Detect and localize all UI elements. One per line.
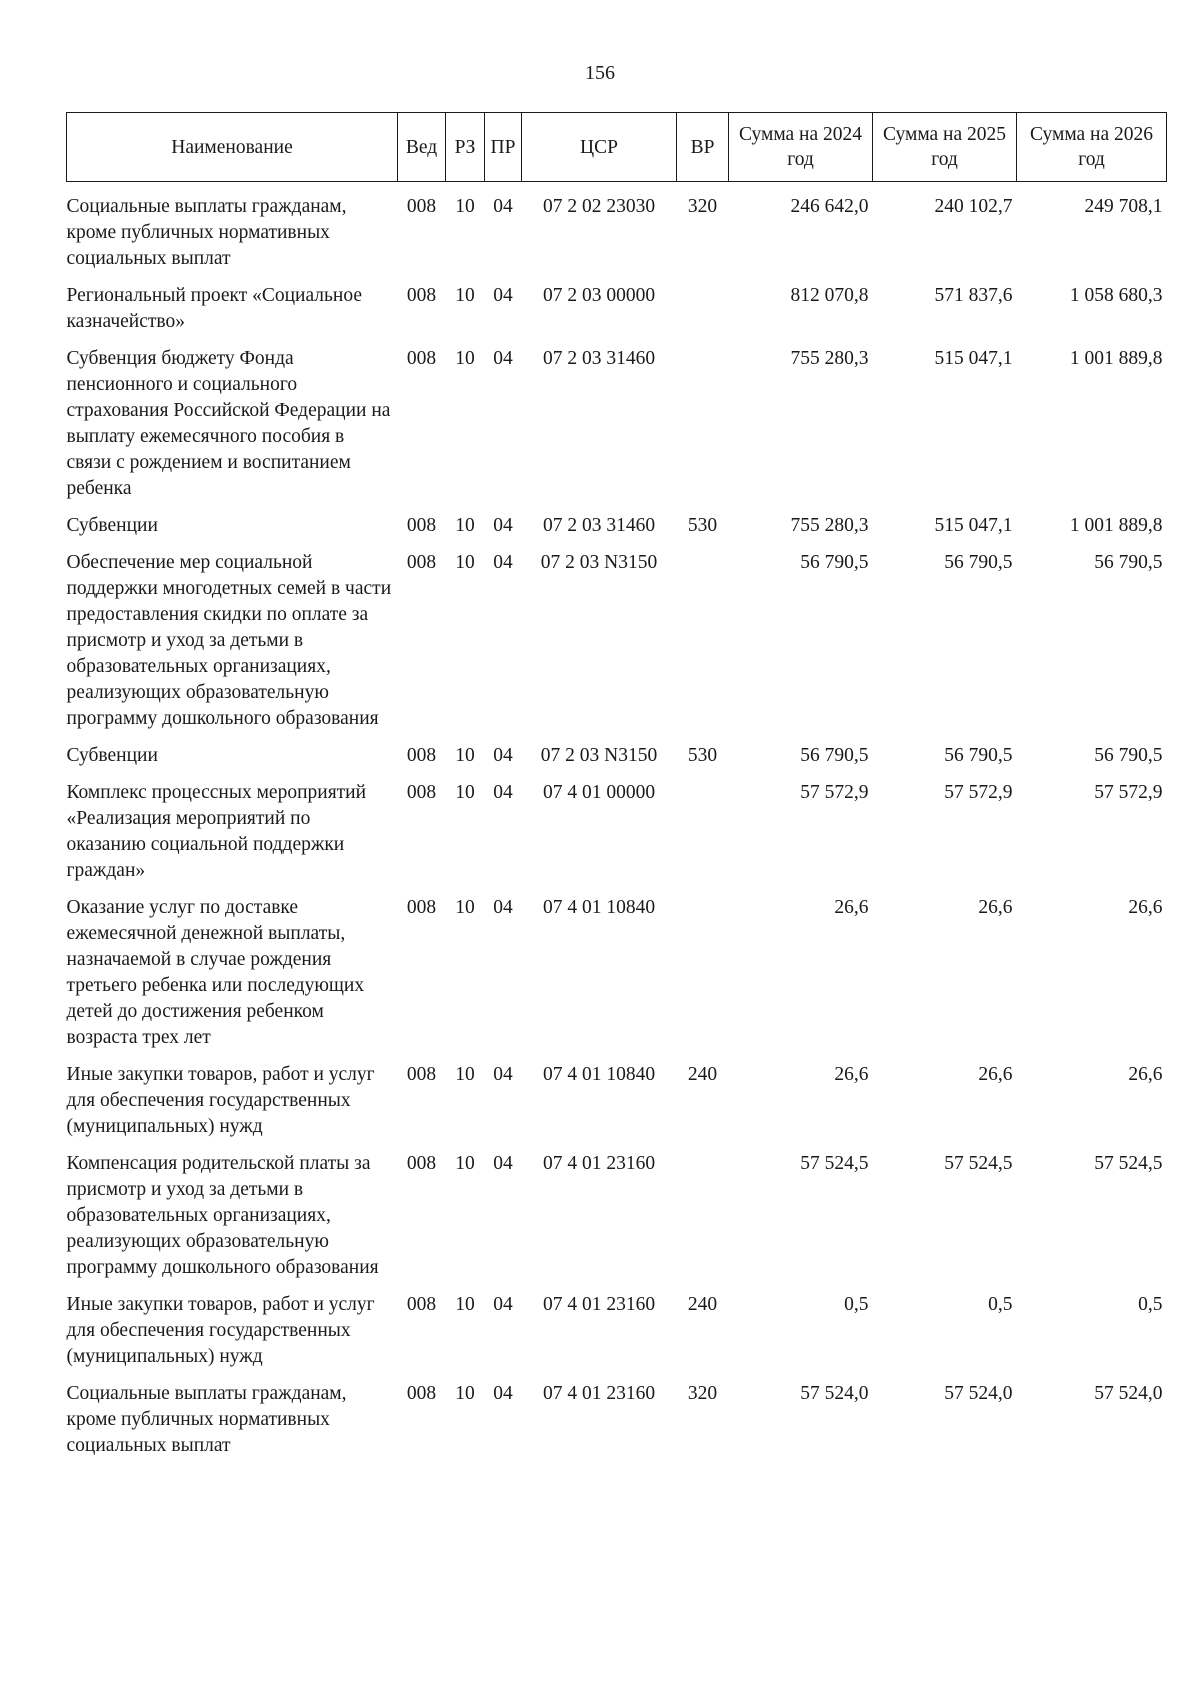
table-row: [67, 1286, 1167, 1375]
row-pr: 04: [493, 1383, 513, 1404]
row-csr: 07 2 03 N3150: [540, 552, 658, 573]
row-sum-2024: 57 524,5: [800, 1153, 869, 1174]
table-row: [67, 277, 1167, 340]
row-csr: 07 4 01 23160: [542, 1383, 656, 1404]
header-pr: ПР: [485, 113, 522, 182]
row-rz: 10: [455, 1064, 475, 1085]
row-pr: 04: [493, 1294, 513, 1315]
budget-table: [66, 112, 1167, 1464]
row-ved: 008: [406, 552, 437, 573]
header-vr: ВР: [677, 113, 729, 182]
row-sum-2025: 240 102,7: [934, 196, 1013, 217]
table-row: [67, 1375, 1167, 1464]
row-pr: 04: [493, 348, 513, 369]
row-ved: 008: [406, 1064, 437, 1085]
row-sum-2026: 57 524,0: [1094, 1383, 1163, 1404]
table-row: [67, 774, 1167, 889]
header-ved: Вед: [398, 113, 446, 182]
row-pr: 04: [493, 285, 513, 306]
row-pr: 04: [493, 897, 513, 918]
row-pr: 04: [493, 1153, 513, 1174]
row-csr: 07 4 01 23160: [542, 1294, 656, 1315]
row-ved: 008: [406, 515, 437, 536]
row-sum-2026: 0,5: [1138, 1294, 1163, 1315]
row-rz: 10: [455, 782, 475, 803]
row-vr: 530: [687, 515, 718, 536]
row-csr: 07 4 01 23160: [542, 1153, 656, 1174]
row-sum-2026: 1 058 680,3: [1069, 285, 1163, 306]
row-name: Компенсация родительской платы за присмотр и уход за детьми в образовательных организациях, реализующих образовательную программу дошкольного образования: [66, 1153, 379, 1278]
row-vr: [677, 277, 729, 340]
row-sum-2024: 246 642,0: [790, 196, 869, 217]
row-sum-2024: 57 572,9: [800, 782, 869, 803]
row-vr: 320: [687, 1383, 718, 1404]
row-name: Региональный проект «Социальное казначейство»: [66, 285, 363, 332]
row-pr: 04: [493, 1064, 513, 1085]
row-vr: [677, 340, 729, 507]
table-row: [67, 182, 1167, 278]
row-ved: 008: [406, 196, 437, 217]
row-vr: 320: [687, 196, 718, 217]
row-pr: 04: [493, 745, 513, 766]
table-header: [67, 113, 1167, 182]
header-csr: ЦСР: [522, 113, 677, 182]
row-rz: 10: [455, 552, 475, 573]
page-number: 156: [585, 62, 615, 84]
row-sum-2026: 57 572,9: [1094, 782, 1163, 803]
row-vr: [677, 544, 729, 737]
row-name: Социальные выплаты гражданам, кроме публичных нормативных социальных выплат: [66, 196, 347, 269]
row-pr: 04: [493, 782, 513, 803]
row-ved: 008: [406, 348, 437, 369]
row-sum-2024: 755 280,3: [790, 348, 869, 369]
row-pr: 04: [493, 196, 513, 217]
row-sum-2026: 1 001 889,8: [1069, 348, 1163, 369]
row-sum-2025: 515 047,1: [934, 348, 1013, 369]
header-sum-2025: Сумма на 2025 год: [873, 113, 1017, 182]
row-sum-2024: 56 790,5: [800, 745, 869, 766]
row-csr: 07 2 03 31460: [542, 348, 656, 369]
row-sum-2025: 57 572,9: [944, 782, 1013, 803]
row-sum-2025: 26,6: [978, 1064, 1013, 1085]
row-rz: 10: [455, 515, 475, 536]
row-vr: [677, 889, 729, 1056]
row-sum-2024: 812 070,8: [790, 285, 869, 306]
row-vr: 240: [687, 1064, 718, 1085]
table-row: [67, 340, 1167, 507]
row-csr: 07 2 03 31460: [542, 515, 656, 536]
row-sum-2024: 26,6: [834, 897, 869, 918]
row-sum-2025: 26,6: [978, 897, 1013, 918]
row-sum-2024: 57 524,0: [800, 1383, 869, 1404]
row-name: Иные закупки товаров, работ и услуг для обеспечения государственных (муниципальных) нужд: [66, 1294, 375, 1367]
row-rz: 10: [455, 348, 475, 369]
header-sum-2024: Сумма на 2024 год: [729, 113, 873, 182]
row-rz: 10: [455, 196, 475, 217]
row-vr: 530: [687, 745, 718, 766]
row-sum-2025: 56 790,5: [944, 745, 1013, 766]
row-ved: 008: [406, 745, 437, 766]
row-sum-2024: 0,5: [844, 1294, 869, 1315]
row-ved: 008: [406, 285, 437, 306]
row-csr: 07 2 03 N3150: [540, 745, 658, 766]
row-ved: 008: [406, 1294, 437, 1315]
row-ved: 008: [406, 782, 437, 803]
row-ved: 008: [406, 897, 437, 918]
row-rz: 10: [455, 1153, 475, 1174]
header-name: Наименование: [67, 113, 398, 182]
row-sum-2024: 755 280,3: [790, 515, 869, 536]
row-sum-2025: 571 837,6: [934, 285, 1013, 306]
row-sum-2024: 56 790,5: [800, 552, 869, 573]
row-sum-2025: 57 524,5: [944, 1153, 1013, 1174]
row-vr: [677, 1145, 729, 1286]
table-row: [67, 889, 1167, 1056]
row-rz: 10: [455, 1383, 475, 1404]
row-sum-2025: 56 790,5: [944, 552, 1013, 573]
row-sum-2025: 515 047,1: [934, 515, 1013, 536]
row-sum-2026: 26,6: [1128, 897, 1163, 918]
row-name: Комплекс процессных мероприятий «Реализация мероприятий по оказанию социальной поддержки граждан»: [66, 782, 367, 881]
row-pr: 04: [493, 515, 513, 536]
row-name: Субвенции: [66, 745, 158, 766]
table-row: [67, 507, 1167, 544]
header-rz: РЗ: [446, 113, 485, 182]
row-name: Оказание услуг по доставке ежемесячной денежной выплаты, назначаемой в случае рождения третьего ребенка или последующих детей до достижения ребенком возраста трех лет: [66, 897, 365, 1048]
header-sum-2026: Сумма на 2026 год: [1017, 113, 1167, 182]
row-sum-2026: 57 524,5: [1094, 1153, 1163, 1174]
row-csr: 07 2 02 23030: [542, 196, 656, 217]
row-rz: 10: [455, 1294, 475, 1315]
row-sum-2024: 26,6: [834, 1064, 869, 1085]
row-name: Иные закупки товаров, работ и услуг для обеспечения государственных (муниципальных) нужд: [66, 1064, 375, 1137]
row-csr: 07 4 01 10840: [542, 1064, 656, 1085]
row-vr: [677, 774, 729, 889]
row-rz: 10: [455, 285, 475, 306]
row-name: Социальные выплаты гражданам, кроме публичных нормативных социальных выплат: [66, 1383, 347, 1456]
row-csr: 07 4 01 00000: [542, 782, 656, 803]
row-sum-2025: 0,5: [988, 1294, 1013, 1315]
row-sum-2025: 57 524,0: [944, 1383, 1013, 1404]
row-rz: 10: [455, 745, 475, 766]
row-name: Обеспечение мер социальной поддержки многодетных семей в части предоставления скидки по оплате за присмотр и уход за детьми в образовательных организациях, реализующих образовательную программу дошкольного образования: [66, 552, 392, 729]
row-sum-2026: 56 790,5: [1094, 745, 1163, 766]
row-sum-2026: 26,6: [1128, 1064, 1163, 1085]
row-rz: 10: [455, 897, 475, 918]
row-sum-2026: 1 001 889,8: [1069, 515, 1163, 536]
table-row: [67, 1056, 1167, 1145]
table-row: [67, 544, 1167, 737]
row-name: Субвенция бюджету Фонда пенсионного и социального страхования Российской Федерации на выплату ежемесячного пособия в связи с рождением и воспитанием ребенка: [66, 348, 391, 499]
table-row: [67, 737, 1167, 774]
row-ved: 008: [406, 1383, 437, 1404]
row-vr: 240: [687, 1294, 718, 1315]
row-ved: 008: [406, 1153, 437, 1174]
table-row: [67, 1145, 1167, 1286]
table-body: [67, 182, 1167, 1465]
row-pr: 04: [493, 552, 513, 573]
row-sum-2026: 56 790,5: [1094, 552, 1163, 573]
row-sum-2026: 249 708,1: [1084, 196, 1163, 217]
row-csr: 07 2 03 00000: [542, 285, 656, 306]
row-name: Субвенции: [66, 515, 158, 536]
row-csr: 07 4 01 10840: [542, 897, 656, 918]
